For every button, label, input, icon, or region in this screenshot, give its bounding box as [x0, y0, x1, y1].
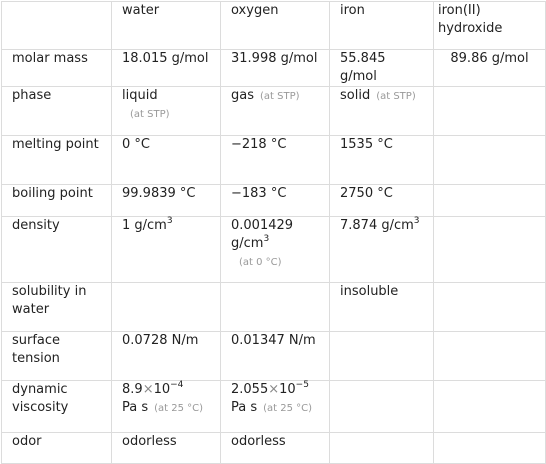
- row-phase: [2, 87, 546, 136]
- row-label-density: density: [2, 217, 112, 283]
- oxygen-density: [221, 217, 330, 283]
- header-row: [2, 2, 546, 50]
- row-label-dynamic-viscosity: dynamic viscosity: [2, 381, 112, 433]
- iron-solubility: insoluble: [330, 283, 434, 332]
- water-boiling-point: 99.9839 °C: [112, 185, 221, 217]
- water-phase-cell: [112, 87, 221, 136]
- oxygen-viscosity-exp: −5: [295, 380, 309, 390]
- oxygen-viscosity-base: 10: [279, 382, 296, 397]
- row-boiling-point: [2, 185, 546, 217]
- iron-phase-note: (at STP): [376, 91, 416, 102]
- oxygen-viscosity-unit: Pa s: [231, 400, 258, 415]
- water-density-exp: 3: [166, 216, 173, 226]
- iron-surface-tension: [330, 332, 434, 381]
- oxygen-boiling-point: −183 °C: [221, 185, 330, 217]
- iron-molar-mass: 55.845 g/mol: [330, 50, 434, 87]
- oxygen-density-value: 0.001429 g/cm: [231, 218, 294, 251]
- iron-density-exp: 3: [413, 216, 420, 226]
- times-sign: ×: [142, 382, 154, 397]
- water-viscosity-note: (at 25 °C): [154, 403, 204, 414]
- water-density: [112, 217, 221, 283]
- water-phase-note: (at STP): [130, 109, 170, 120]
- oxygen-viscosity-note: (at 25 °C): [263, 403, 313, 414]
- row-label-melting-point: melting point: [2, 136, 112, 185]
- water-viscosity-mantissa: 8.9: [122, 382, 143, 397]
- iron-hydroxide-dynamic-viscosity: [434, 381, 546, 433]
- iron-hydroxide-boiling-point: [434, 185, 546, 217]
- oxygen-phase: gas: [231, 88, 254, 103]
- iron-melting-point: 1535 °C: [330, 136, 434, 185]
- iron-hydroxide-solubility: [434, 283, 546, 332]
- iron-hydroxide-phase: [434, 87, 546, 136]
- iron-hydroxide-density: [434, 217, 546, 283]
- row-solubility: [2, 283, 546, 332]
- oxygen-density-note: (at 0 °C): [239, 257, 282, 268]
- header-iron-hydroxide: iron(II) hydroxide: [434, 2, 546, 50]
- iron-hydroxide-odor: [434, 433, 546, 464]
- row-label-boiling-point: boiling point: [2, 185, 112, 217]
- row-molar-mass: [2, 50, 546, 87]
- header-iron: iron: [330, 2, 434, 50]
- header-water: water: [112, 2, 221, 50]
- row-melting-point: [2, 136, 546, 185]
- oxygen-odor: odorless: [221, 433, 330, 464]
- row-odor: [2, 433, 546, 464]
- row-label-solubility: solubility in water: [2, 283, 112, 332]
- iron-hydroxide-surface-tension: [434, 332, 546, 381]
- iron-density-value: 7.874 g/cm: [340, 218, 414, 233]
- water-dynamic-viscosity: [112, 381, 221, 433]
- row-dynamic-viscosity: [2, 381, 546, 433]
- oxygen-density-exp: 3: [263, 234, 270, 244]
- iron-hydroxide-melting-point: [434, 136, 546, 185]
- properties-table: [1, 1, 546, 464]
- row-label-molar-mass: molar mass: [2, 50, 112, 87]
- water-viscosity-unit: Pa s: [122, 400, 149, 415]
- water-solubility: [112, 283, 221, 332]
- oxygen-molar-mass: 31.998 g/mol: [221, 50, 330, 87]
- row-label-surface-tension: surface tension: [2, 332, 112, 381]
- water-density-value: 1 g/cm: [122, 218, 167, 233]
- iron-phase-cell: [330, 87, 434, 136]
- iron-boiling-point: 2750 °C: [330, 185, 434, 217]
- water-viscosity-exp: −4: [170, 380, 184, 390]
- header-empty: [2, 2, 112, 50]
- iron-odor: [330, 433, 434, 464]
- row-label-phase: phase: [2, 87, 112, 136]
- iron-hydroxide-molar-mass: 89.86 g/mol: [434, 50, 546, 87]
- oxygen-phase-note: (at STP): [260, 91, 300, 102]
- water-surface-tension: 0.0728 N/m: [112, 332, 221, 381]
- iron-dynamic-viscosity: [330, 381, 434, 433]
- water-phase: liquid: [122, 88, 158, 103]
- header-oxygen: oxygen: [221, 2, 330, 50]
- oxygen-phase-cell: [221, 87, 330, 136]
- water-melting-point: 0 °C: [112, 136, 221, 185]
- row-density: [2, 217, 546, 283]
- iron-phase: solid: [340, 88, 371, 103]
- row-surface-tension: [2, 332, 546, 381]
- oxygen-dynamic-viscosity: [221, 381, 330, 433]
- oxygen-surface-tension: 0.01347 N/m: [221, 332, 330, 381]
- water-odor: odorless: [112, 433, 221, 464]
- row-label-odor: odor: [2, 433, 112, 464]
- iron-density: [330, 217, 434, 283]
- oxygen-viscosity-mantissa: 2.055: [231, 382, 269, 397]
- times-sign: ×: [268, 382, 280, 397]
- water-molar-mass: 18.015 g/mol: [112, 50, 221, 87]
- water-viscosity-base: 10: [153, 382, 171, 397]
- oxygen-melting-point: −218 °C: [221, 136, 330, 185]
- oxygen-solubility: [221, 283, 330, 332]
